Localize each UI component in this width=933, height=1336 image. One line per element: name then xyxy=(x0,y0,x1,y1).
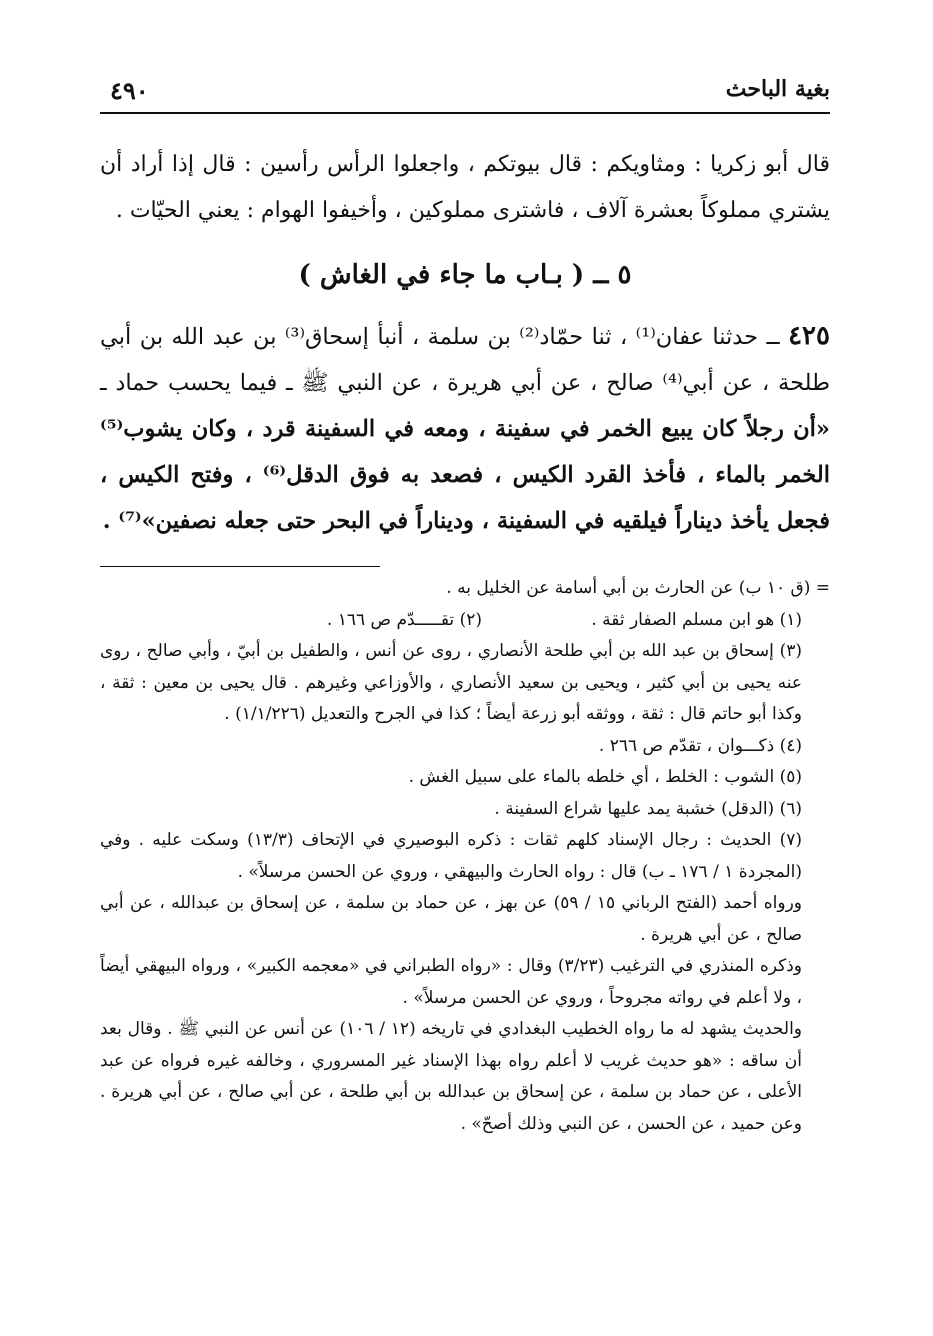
footnote-2: (٢) تقـــــدّم ص ١٦٦ . xyxy=(326,609,482,630)
hadith-matn: «أن رجلاً كان يبيع الخمر في سفينة ، ومعه في السفينة قرد ، وكان يشوب⁽⁵⁾ الخمر بالماء ، فأخذ القرد الكيس ، فصعد به فوق الدقل⁽⁶⁾ ، وفتح الكيس ، فجعل يأخذ ديناراً فيلقيه في السفينة ، وديناراً في البحر حتى جعله نصفين»⁽⁷⁾ . xyxy=(100,415,830,534)
footnote-3: (٣) إسحاق بن عبد الله بن أبي طلحة الأنصاري ، روى عن أنس ، والطفيل بن أبيّ ، وأبي صالح ، روى عنه يحيى بن أبي كثير ، ويحيى بن سعيد الأنصاري ، والأوزاعي وغيرهم . قال يحيى بن معين : ثقة ، وكذا أبو حاتم قال : ثقة ، ووثقه أبو زرعة أيضاً ؛ كذا في الجرح والتعديل (١/١/٢٢٦) . xyxy=(100,641,802,724)
page-number: ٤٩٠ xyxy=(110,76,149,105)
footnote-5: (٥) الشوب : الخلط ، أي خلطه بالماء على سبيل الغش . xyxy=(408,767,802,787)
hadith-425 xyxy=(100,313,830,544)
book-page xyxy=(100,70,830,1140)
footnote-carryover: = (ق ١٠ ب) عن الحارث بن أبي أسامة عن الخليل به . xyxy=(446,578,830,598)
footnotes xyxy=(100,573,830,1140)
footnote-1: (١) هو ابن مسلم الصفار ثقة . xyxy=(591,609,802,630)
running-title: بغية الباحث xyxy=(725,76,830,102)
footnote-7-khatib: والحديث يشهد له ما رواه الخطيب البغدادي في تاريخه (١٢ / ١٠٦) عن أنس عن النبي ﷺ . وقال بعد أن ساقه : «هو حديث غريب لا أعلم رواه بهذا الإسناد غير المسروري ، وخالفه غيره فرواه عن عبد الأعلى ، عن حماد بن سلمة ، عن إسحاق بن عبدالله بن أبي طلحة ، عن أبي صالح ، عن أبي هريرة . وعن حميد ، عن الحسن ، عن النبي وذلك أصحّ» . xyxy=(100,1019,803,1134)
page-header xyxy=(100,70,830,114)
footnote-row-1-2 xyxy=(100,605,830,637)
hadith-number: ٤٢٥ xyxy=(788,320,830,351)
chapter-title: ٥ ــ ( بـاب ما جاء في الغاش ) xyxy=(298,260,632,290)
footnote-divider xyxy=(100,566,380,567)
footnote-7-mundhiri: وذكره المنذري في الترغيب (٣/٢٣) وقال : «رواه الطبراني في «معجمه الكبير» ، ورواه البيهقي أيضاً ، ولا أعلم في رواته مجروحاً ، وروي عن الحسن مرسلاً» . xyxy=(100,956,802,1008)
hadith-isnad: ــ حدثنا عفان⁽¹⁾ ، ثنا حمّاد⁽²⁾ بن سلمة ، أنبأ إسحاق⁽³⁾ بن عبد الله بن أبي طلحة ، عن أبي⁽⁴⁾ صالح ، عن أبي هريرة ، عن النبي ﷺ ـ فيما يحسب حماد ـ xyxy=(100,323,830,396)
footnote-4: (٤) ذكـــوان ، تقدّم ص ٢٦٦ . xyxy=(598,735,802,756)
footnote-7: (٧) الحديث : رجال الإسناد كلهم ثقات : ذكره البوصيري في الإتحاف (١٣/٣) وسكت عليه . وفي (المجردة ١ / ١٧٦ ـ ب) قال : رواه الحارث والبيهقي ، وروي عن الحسن مرسلاً» . xyxy=(100,830,802,882)
footnote-7-ahmad: ورواه أحمد (الفتح الرباني ١٥ / ٥٩) عن بهز ، عن حماد بن سلمة ، عن إسحاق بن عبدالله ، عن أبي صالح ، عن أبي هريرة . xyxy=(100,893,802,945)
intro-paragraph: قال أبو زكريا : ومثاويكم : قال بيوتكم ، واجعلوا الرأس رأسين : قال إذا أراد أن يشتري مملوكاً بعشرة آلاف ، فاشترى مملوكين ، وأخيفوا الهوام : يعني الحيّات . xyxy=(100,152,830,223)
footnote-6: (٦) (الدقل) خشبة يمد عليها شراع السفينة . xyxy=(494,798,802,819)
